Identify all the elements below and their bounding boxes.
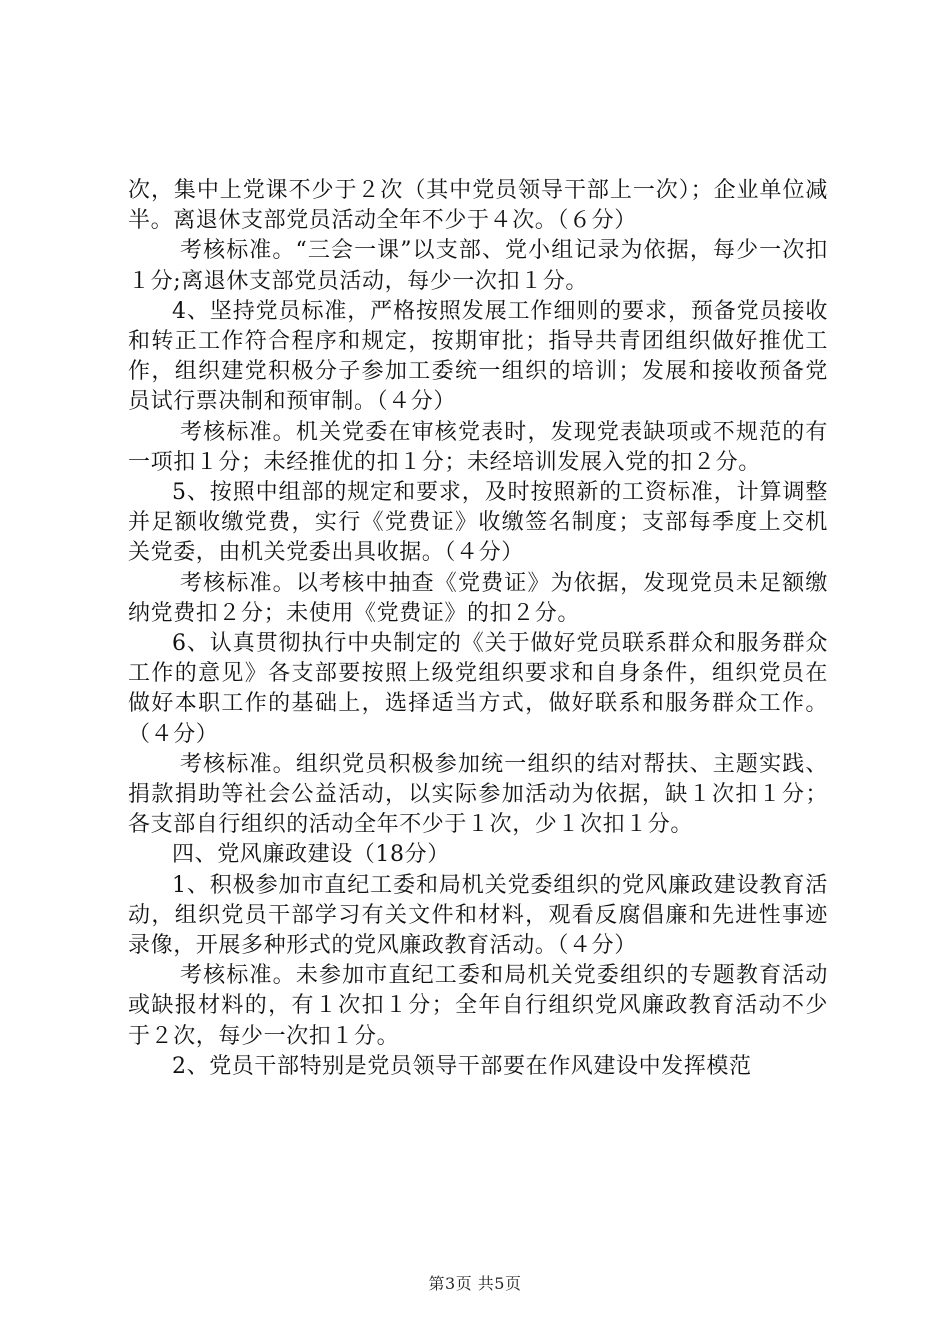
paragraph-item-1: 1、积极参加市直纪工委和局机关党委组织的党风廉政建设教育活动，组织党员干部学习有关文件和材料，观看反腐倡廉和先进性事迹录像，开展多种形式的党风廉政教育活动。（４分）	[128, 872, 828, 959]
paragraph-assessment-standard: 考核标准。“三会一课”以支部、党小组记录为依据，每少一次扣１分;离退休支部党员活动，每少一次扣１分。	[128, 238, 828, 294]
paragraph-assessment-standard: 考核标准。组织党员积极参加统一组织的结对帮扶、主题实践、捐款捐助等社会公益活动，以实际参加活动为依据，缺１次扣１分；各支部自行组织的活动全年不少于１次，少１次扣１分。	[128, 751, 828, 838]
paragraph-item-2: 2、党员干部特别是党员领导干部要在作风建设中发挥模范	[172, 1053, 752, 1079]
paragraph-item-4: 4、坚持党员标准，严格按照发展工作细则的要求，预备党员接收和转正工作符合程序和规定，按期审批；指导共青团组织做好推优工作，组织建党积极分子参加工委统一组织的培训；发展和接收预备党员试行票决制和预审制。（４分）	[128, 298, 828, 415]
paragraph-assessment-standard: 考核标准。未参加市直纪工委和局机关党委组织的专题教育活动或缺报材料的，有１次扣１分；全年自行组织党风廉政教育活动不少于２次，每少一次扣１分。	[128, 963, 828, 1049]
paragraph-assessment-standard: 考核标准。以考核中抽查《党费证》为依据，发现党员未足额缴纳党费扣２分；未使用《党费证》的扣２分。	[128, 570, 828, 626]
paragraph-item-5: 5、按照中组部的规定和要求，及时按照新的工资标准，计算调整并足额收缴党费，实行《党费证》收缴签名制度；支部每季度上交机关党委，由机关党委出具收据。（４分）	[128, 480, 828, 566]
paragraph-assessment-standard: 考核标准。机关党委在审核党表时，发现党表缺项或不规范的有一项扣１分；未经推优的扣１分；未经培训发展入党的扣２分。	[128, 419, 828, 475]
paragraph-item-6: 6、认真贯彻执行中央制定的《关于做好党员联系群众和服务群众工作的意见》各支部要按照上级党组织要求和自身条件，组织党员在做好本职工作的基础上，选择适当方式，做好联系和服务群众工作。（４分）	[128, 631, 828, 747]
paragraph-continuation: 次，集中上党课不少于２次（其中党员领导干部上一次）；企业单位减半。离退休支部党员活动全年不少于４次。（６分）	[128, 178, 828, 234]
page-footer: 第3页 共5页	[428, 1274, 522, 1293]
document-body	[128, 176, 828, 1082]
section-heading: 四、党风廉政建设（18分）	[172, 842, 450, 868]
